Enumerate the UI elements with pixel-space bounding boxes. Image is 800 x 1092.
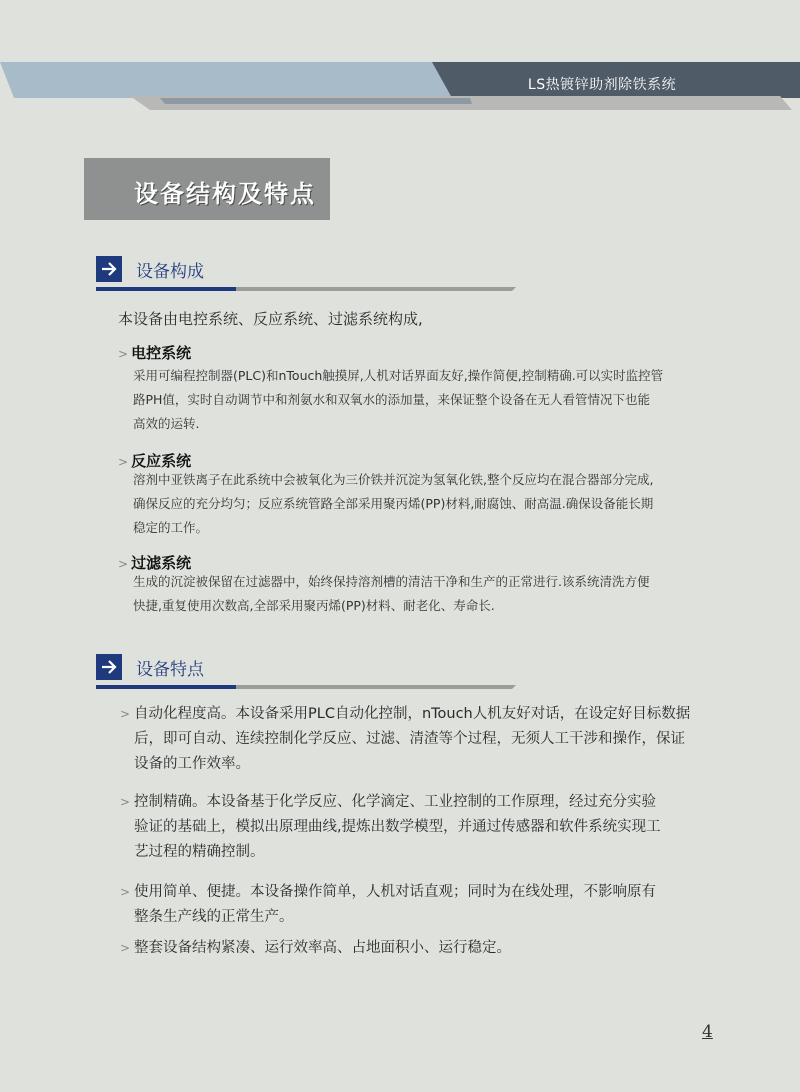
arrow-right-icon	[96, 654, 122, 680]
subsection-title-reaction: > 反应系统	[118, 452, 192, 470]
arrow-right-icon	[96, 256, 122, 282]
section-label: 设备构成	[136, 262, 204, 282]
chevron-right-icon: >	[120, 941, 131, 955]
section-heading-features	[96, 654, 516, 690]
subsection-body-filter: 生成的沉淀被保留在过滤器中，始终保持溶剂槽的清洁干净和生产的正常进行.该系统清洗方便 快捷,重复使用次数高,全部采用聚丙烯(PP)材料、耐老化、寿命长.	[133, 574, 650, 613]
section-heading-composition	[96, 256, 516, 292]
header-title: LS热镀锌助剂除铁系统	[527, 77, 677, 93]
section-label: 设备特点	[136, 660, 204, 680]
section-rule	[96, 684, 516, 690]
chevron-right-icon: >	[120, 795, 131, 809]
subsection-title-electric: > 电控系统	[118, 344, 192, 362]
chevron-right-icon: >	[118, 347, 129, 361]
section-rule	[96, 286, 516, 292]
header-band	[0, 0, 800, 110]
chevron-right-icon: >	[120, 885, 131, 899]
subsection-body-electric: 采用可编程控制器(PLC)和nTouch触摸屏,人机对话界面友好,操作简便,控制精确.可以实时监控管 路PH值，实时自动调节中和剂氨水和双氧水的添加量，来保证整个设备在无人看管情况下也能 高效的运转.	[133, 368, 664, 431]
page-number: 4	[702, 1022, 713, 1042]
subsection-title-filter: > 过滤系统	[118, 554, 192, 572]
chevron-right-icon: >	[118, 557, 129, 571]
title-banner	[84, 158, 330, 220]
chevron-right-icon: >	[118, 455, 129, 469]
page-title: 设备结构及特点	[134, 180, 316, 208]
subsection-body-reaction: 溶剂中亚铁离子在此系统中会被氧化为三价铁并沉淀为氢氧化铁,整个反应均在混合器部分完成, 确保反应的充分均匀；反应系统管路全部采用聚丙烯(PP)材料,耐腐蚀、耐高温.确保设备能长期 稳定的工作。	[133, 472, 654, 535]
intro-text: 本设备由电控系统、反应系统、过滤系统构成,	[118, 310, 423, 328]
chevron-right-icon: >	[120, 707, 131, 721]
